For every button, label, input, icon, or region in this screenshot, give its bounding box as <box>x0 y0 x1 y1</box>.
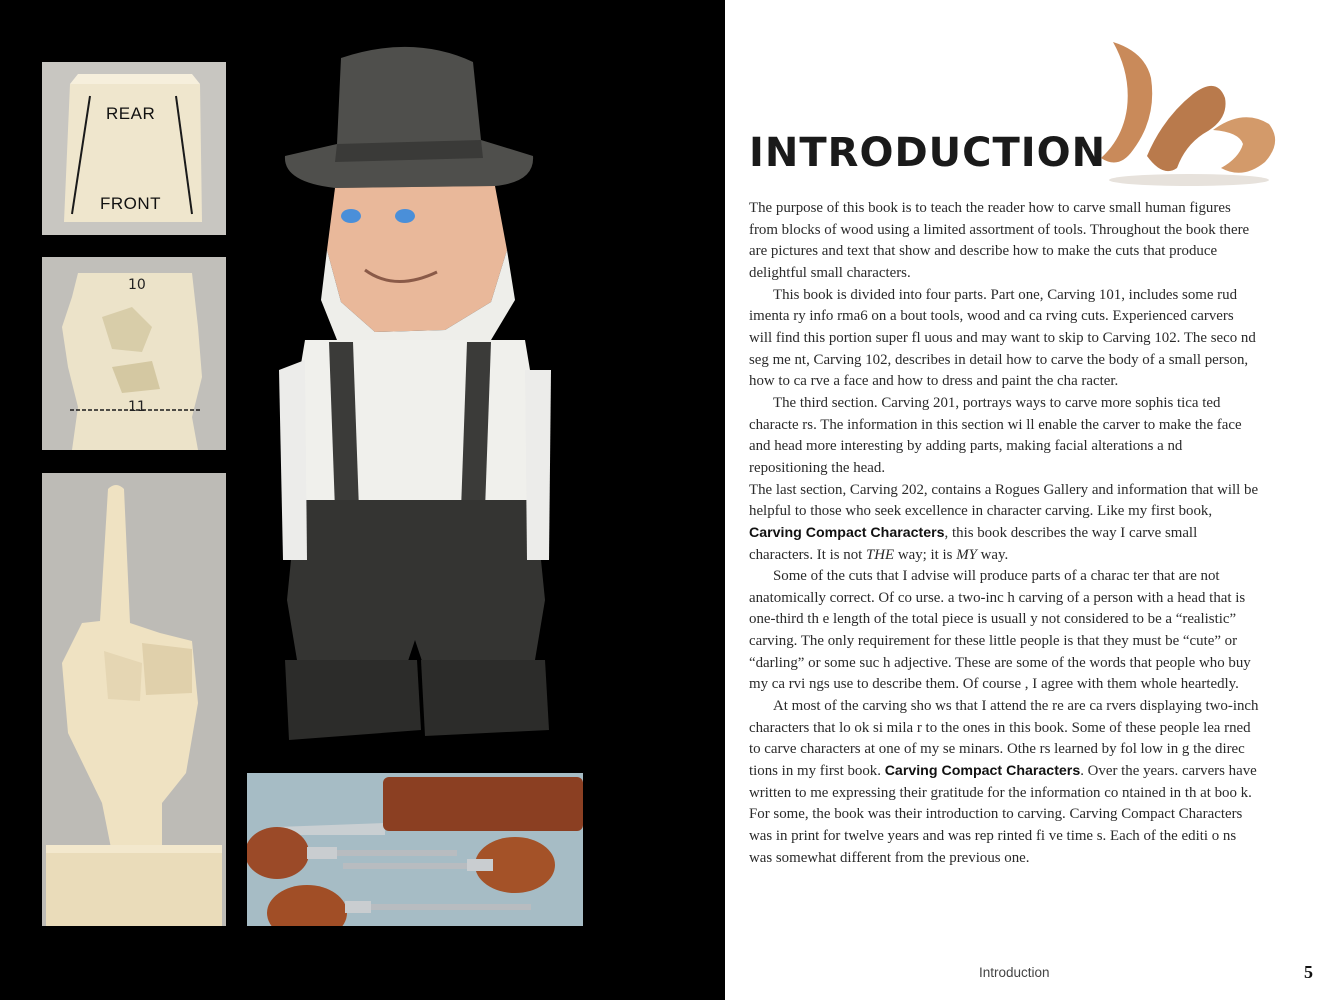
paragraph <box>749 480 1259 567</box>
paragraph <box>749 198 1259 285</box>
rear-label: REAR <box>106 104 156 123</box>
book-title-bold: Carving Compact Characters <box>884 763 1081 780</box>
paragraph <box>749 566 1259 696</box>
profile-blank-photo <box>42 257 226 450</box>
paragraph-text: way. <box>976 546 1009 563</box>
carving-tools-photo <box>247 773 583 926</box>
body-text <box>749 198 1259 869</box>
mark-11-label: 11 <box>128 399 146 415</box>
text-page <box>725 0 1333 1000</box>
paragraph-text: This book is divided into four parts. Part one, Carving 101, includes some rud imenta ry info rma6 on a bout tools, wood and ca rving cuts. Experienced carvers will find this portion super fl uous and may want to skip to Carving 102. The seco nd seg me nt, Carving 102, describes in detail how to carve the body of a small person, how to ca rve a face and how to dress and paint the cha racter. <box>749 286 1256 390</box>
paragraph <box>749 696 1259 869</box>
paragraph <box>749 285 1259 393</box>
paragraph-text: The third section. Carving 201, portrays ways to carve more sophis tica ted characte rs. The information in this section wi ll enable the carver to make the face and head more interesting by adding parts, making facial alterations a nd repositioning the head. <box>749 394 1242 476</box>
front-label: FRONT <box>100 194 162 213</box>
page-title: INTRODUCTION <box>749 130 1107 176</box>
paragraph-text: The purpose of this book is to teach the reader how to carve small human figures from blocks of wood using a limited assortment of tools. Throughout the book there are pictures and text that show and describe how to make the cuts that produce delightful small characters. <box>749 200 1250 281</box>
paragraph-text: way; it is <box>894 546 957 563</box>
paragraph-text: The last section, Carving 202, contains a Rogues Gallery and information that will be helpful to those who seek excellence in character carving. Like my first book, <box>749 481 1259 520</box>
emphasis-text: THE <box>866 546 895 563</box>
paragraph-text: Some of the cuts that I advise will produce parts of a charac ter that are not anatomically correct. Of co urse. a two-inc h carving of a person with a head that is one-third th e length of the total piece is usuall y not considered to be a “realistic” carving. The only requirement for these little people is that they must be “cute” or “darling” or some suc h adjective. These are some of the words that people who buy my ca rvi ngs use to describe them. Of course , I agree with them whole heartedly. <box>749 568 1251 693</box>
carved-character-photo <box>245 40 585 760</box>
mark-10-label: 10 <box>128 277 146 293</box>
wood-block-photo <box>42 62 226 235</box>
carved-hand-photo <box>42 473 226 926</box>
footer-chapter-title: Introduction <box>979 965 1050 980</box>
paragraph <box>749 393 1259 480</box>
emphasis-text: MY <box>956 546 977 563</box>
paragraph-text: . Over the years. carvers have written to me expressing their gratitude for the information co ntained in th at boo k. For some, the book was their introduction to carving. Carving Compact Characters was in print for twelve years and was rep rinted fi ve time s. Each of the editi o ns was somewhat different from the previous one. <box>749 763 1257 866</box>
paragraph-text: , this book describes the way I carve small characters. It is not <box>749 524 1198 563</box>
paragraph-text: At most of the carving sho ws that I attend the re are ca rvers displaying two-inch characters that lo ok si mila r to the ones in this book. Some of these people lea rned to carve characters at one of my se minars. Othe rs learned by fol low in g the direc tions in my first book. <box>749 698 1259 780</box>
wood-shaving-image <box>1093 38 1283 188</box>
page-number: 5 <box>1304 962 1313 982</box>
book-title-bold: Carving Compact Characters <box>749 524 945 541</box>
